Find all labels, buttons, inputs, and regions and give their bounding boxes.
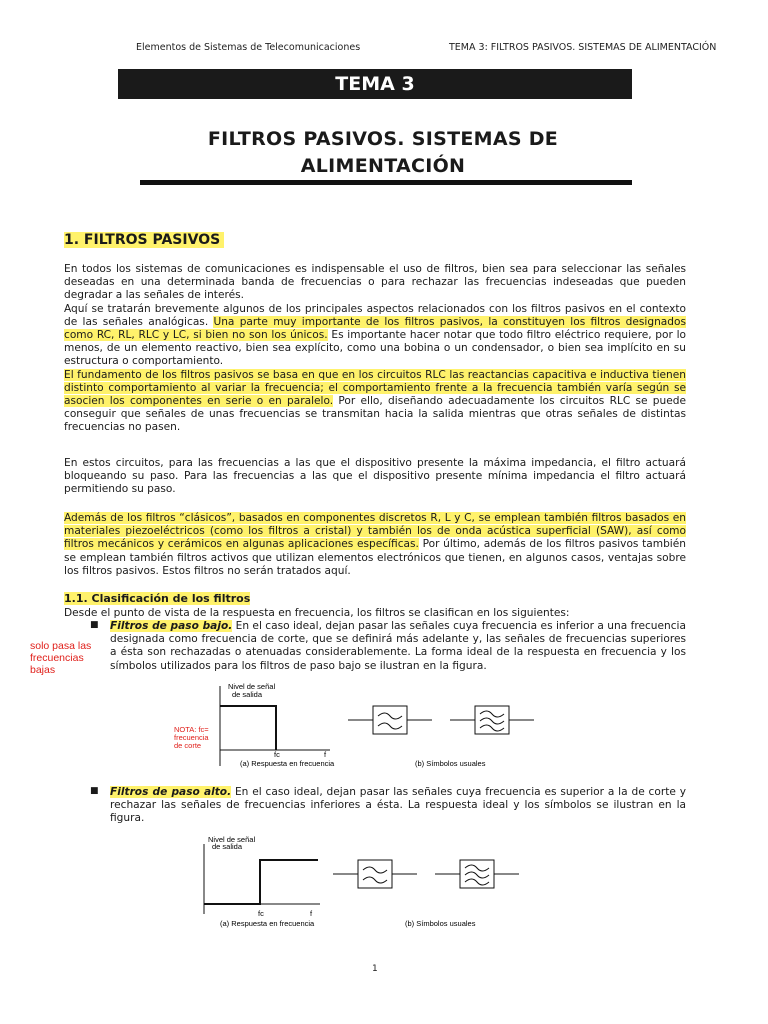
- body-paragraph-2: En estos circuitos, para las frecuencias a las que el dispositivo presente la máxima impedancia, el filtro actuará bloqueando su paso. Para las frecuencias a las que el dispositivo presente mínima impedancia el filtro actuará permitiendo su paso.: [64, 457, 686, 496]
- low-pass-figure: [170, 680, 590, 775]
- body-paragraph-1: [64, 263, 686, 435]
- high-pass-heading: Filtros de paso alto.: [110, 786, 232, 798]
- paragraph-intro: En todos los sistemas de comunicaciones es indispensable el uso de filtros, bien sea para seleccionar las señales deseadas en una determinada banda de frecuencias o para rechazar las frecuencias indeseadas que pueden degradar a las señales de interés.: [64, 263, 686, 302]
- fig2-fc-label: fc: [258, 909, 264, 918]
- fig1-ylabel-2: de salida: [232, 690, 263, 699]
- subsection-heading: 1.1. Clasificación de los filtros: [64, 592, 251, 605]
- running-header-left: Elementos de Sistemas de Telecomunicaciones: [136, 42, 361, 53]
- page-title-line1: FILTROS PASIVOS. SISTEMAS DE: [207, 128, 559, 150]
- fig1-note-3: de corte: [174, 741, 202, 750]
- section-heading: 1. FILTROS PASIVOS: [64, 232, 224, 248]
- chapter-label: TEMA 3: [118, 69, 632, 99]
- title-rule: [140, 180, 632, 185]
- classification-intro: Desde el punto de vista de la respuesta en frecuencia, los filtros se clasifican en los siguientes:: [64, 607, 570, 619]
- paragraph-reactive: Es importante hacer notar que todo filtro eléctrico requiere, por lo menos, de un elemento reactivo, bien sea explícito, como una bobina o un condensador, o bien sea implícito en su estructura o comportamiento.: [64, 329, 687, 368]
- bullet-icon: ■: [90, 786, 99, 796]
- paragraph-rlc-design: Por ello, diseñando adecuadamente los circuitos RLC se puede conseguir que señales de unas frecuencias se transmitan hacia la salida mientras que otras señales de distintas frecuencias no pasen.: [64, 395, 686, 434]
- fig1-fc-label: fc: [274, 750, 280, 759]
- fig2-f-label: f: [310, 909, 313, 918]
- highlight-filter-types: Una parte muy importante de los filtros pasivos, la constituyen los filtros designados como RC, RL, RLC y LC, si bien no son los únicos.: [64, 315, 686, 342]
- highlight-rlc-basis: El fundamento de los filtros pasivos se basa en que en los circuitos RLC las reactancias capacitiva e inductiva tienen distinto comportamiento al variar la frecuencia; el comportamiento frente a la frecuencia también varía según se asocien los componentes en serie o en paralelo.: [64, 368, 686, 408]
- fig2-caption-a: (a) Respuesta en frecuencia: [220, 919, 315, 928]
- running-header-right: TEMA 3: FILTROS PASIVOS. SISTEMAS DE ALIMENTACIÓN: [449, 42, 717, 53]
- high-pass-item: [110, 786, 686, 826]
- fig2-ylabel-1: Nivel de señal: [208, 835, 256, 844]
- page-title-line2: ALIMENTACIÓN: [300, 155, 466, 177]
- paragraph-context: Aquí se tratarán brevemente algunos de los principales aspectos relacionados con los filtros pasivos en el contexto de las señales analógicas.: [64, 302, 686, 328]
- fig1-caption-b: (b) Símbolos usuales: [415, 759, 486, 768]
- fig1-caption-a: (a) Respuesta en frecuencia: [240, 759, 335, 768]
- fig2-ylabel-2: de salida: [212, 842, 243, 851]
- bullet-icon: ■: [90, 620, 99, 630]
- highlight-other-filters: Además de los filtros “clásicos”, basados en componentes discretos R, L y C, se emplean también filtros basados en materiales piezoeléctricos (como los filtros a cristal) y también los de onda acústica superficial (SAW), así como filtros mecánicos y cerámicos en algunas aplicaciones específicas.: [64, 512, 686, 551]
- high-pass-figure: [170, 832, 590, 932]
- fig2-caption-b: (b) Símbolos usuales: [405, 919, 476, 928]
- low-pass-heading: Filtros de paso bajo.: [110, 620, 233, 632]
- low-pass-item: [110, 620, 686, 673]
- page-number: 1: [372, 964, 378, 974]
- fig1-note-1: NOTA: fc=: [174, 725, 209, 734]
- low-pass-text: En el caso ideal, dejan pasar las señales cuya frecuencia es inferior a una frecuencia designada como frecuencia de corte, que se definirá más adelante y, las señales de frecuencias superiores a ésta son rechazadas o atenuadas considerablemente. La forma ideal de la respuesta en frecuencia y los símbolos utilizados para los filtros de paso bajo se ilustran en la figura.: [110, 620, 686, 672]
- margin-note: solo pasa las frecuencias bajas: [30, 640, 92, 676]
- paragraph-active-filters: Por último, además de los filtros pasivos también se emplean también filtros activos que utilizan elementos electrónicos que tienen, en algunos casos, ventajas sobre los filtros pasivos. Estos filtros no serán tratados aquí.: [64, 538, 686, 577]
- fig1-f-label: f: [324, 750, 327, 759]
- fig1-note-2: frecuencia: [174, 733, 209, 742]
- fig1-ylabel-1: Nivel de señal: [228, 682, 276, 691]
- high-pass-text: En el caso ideal, dejan pasar las señales cuya frecuencia es superior a la de corte y rechazar las señales de frecuencias inferiores a ésta. La respuesta ideal y los símbolos se ilustran en la figura.: [110, 786, 687, 825]
- body-paragraph-3: [64, 512, 686, 578]
